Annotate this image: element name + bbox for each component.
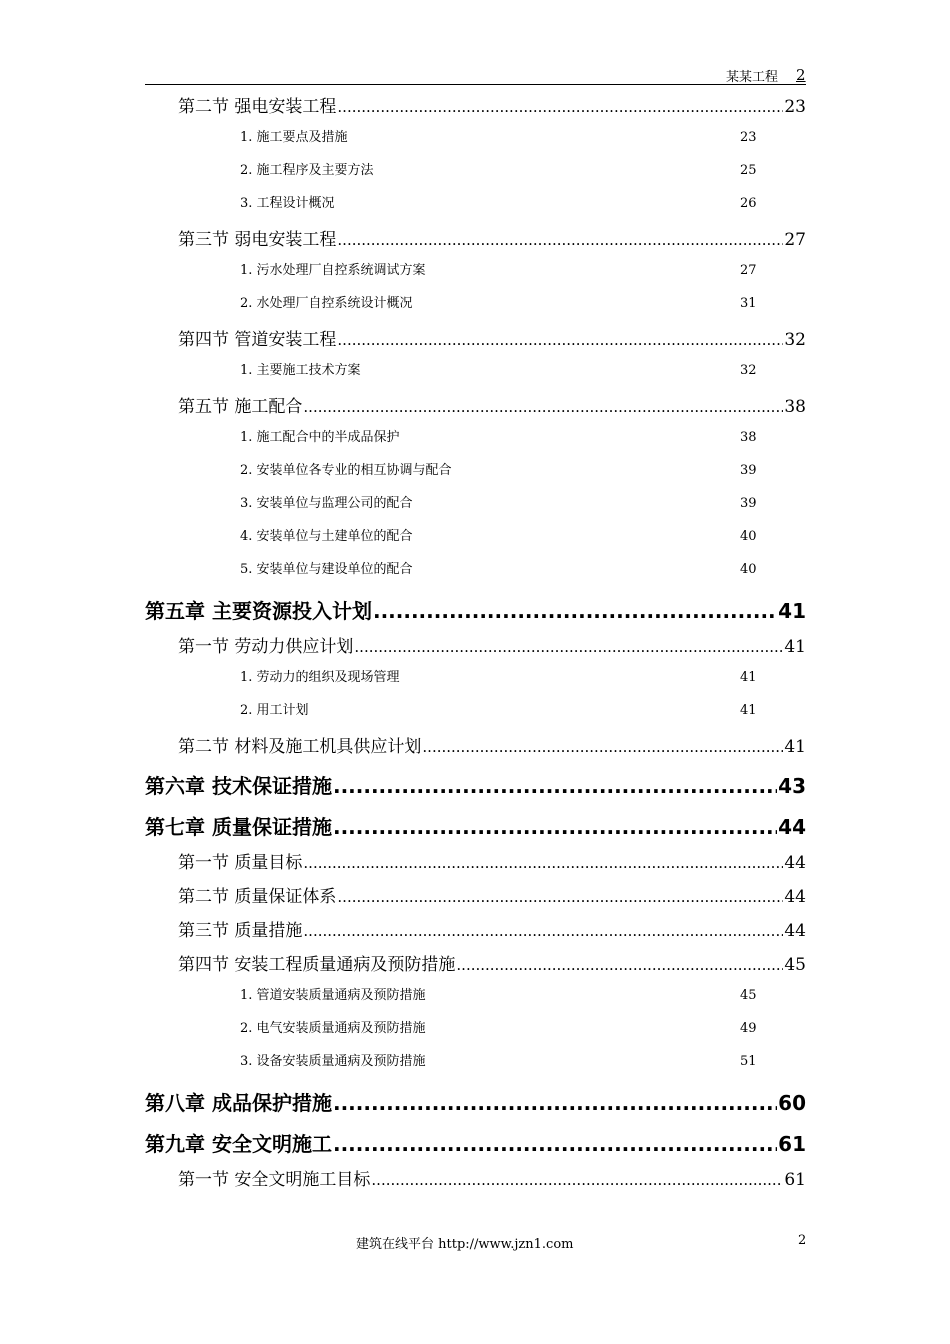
toc-entry-title: 第二节 质量保证体系: [178, 887, 337, 907]
toc-entry-title: 2. 安装单位各专业的相互协调与配合: [240, 463, 452, 478]
toc-dot-leader: [337, 98, 783, 116]
header-title: 某某工程: [725, 70, 778, 85]
toc-entry-title: 3. 设备安装质量通病及预防措施: [240, 1054, 426, 1069]
toc-entry-level3[interactable]: [240, 292, 760, 322]
toc-entry-title: 第八章 成品保护措施: [145, 1091, 332, 1115]
toc-entry-page: 43: [778, 774, 806, 798]
toc-entry-title: 1. 污水处理厂自控系统调试方案: [240, 263, 426, 278]
toc-entry-title: 1. 主要施工技术方案: [240, 363, 361, 378]
toc-entry-page: 27: [784, 230, 806, 250]
toc-entry-page: 44: [784, 921, 806, 941]
toc-entry-level1[interactable]: [145, 770, 806, 804]
toc-entry-level1[interactable]: [145, 1128, 806, 1162]
toc-entry-page: 61: [784, 1170, 806, 1190]
toc-entry-page: 32: [784, 330, 806, 350]
toc-entry-page: 38: [740, 430, 757, 445]
toc-dot-leader: [333, 1132, 777, 1156]
toc-dot-leader: [456, 956, 783, 974]
toc-entry-level2[interactable]: [178, 632, 806, 662]
toc-entry-title: 第二节 材料及施工机具供应计划: [178, 737, 422, 757]
toc-dot-leader: [337, 888, 783, 906]
toc-entry-page: 41: [784, 637, 806, 657]
toc-dot-leader: [337, 331, 783, 349]
toc-entry-level2[interactable]: [178, 1165, 806, 1195]
toc-entry-level2[interactable]: [178, 92, 806, 122]
toc-entry-page: 49: [740, 1021, 757, 1036]
toc-entry-title: 1. 管道安装质量通病及预防措施: [240, 988, 426, 1003]
toc-entry-level1[interactable]: [145, 1087, 806, 1121]
toc-entry-page: 25: [740, 163, 757, 178]
toc-entry-level2[interactable]: [178, 732, 806, 762]
toc-entry-level3[interactable]: [240, 459, 760, 489]
toc-entry-page: 40: [740, 562, 757, 577]
toc-entry-title: 第九章 安全文明施工: [145, 1132, 332, 1156]
toc-entry-title: 4. 安装单位与土建单位的配合: [240, 529, 413, 544]
toc-entry-page: 31: [740, 296, 757, 311]
toc-entry-page: 32: [740, 363, 757, 378]
toc-entry-page: 38: [784, 397, 806, 417]
toc-entry-title: 3. 工程设计概况: [240, 196, 335, 211]
toc-entry-level3[interactable]: [240, 984, 760, 1014]
toc-entry-level3[interactable]: [240, 126, 760, 156]
toc-entry-level2[interactable]: [178, 916, 806, 946]
toc-entry-page: 60: [778, 1091, 806, 1115]
toc-dot-leader: [373, 599, 777, 623]
toc-entry-title: 第七章 质量保证措施: [145, 815, 332, 839]
toc-entry-level3[interactable]: [240, 192, 760, 222]
toc-entry-level3[interactable]: [240, 1017, 760, 1047]
toc-entry-level3[interactable]: [240, 259, 760, 289]
toc-entry-title: 第五节 施工配合: [178, 397, 303, 417]
toc-entry-title: 第四节 安装工程质量通病及预防措施: [178, 955, 456, 975]
toc-dot-leader: [303, 398, 783, 416]
toc-entry-level3[interactable]: [240, 1050, 760, 1080]
toc-entry-page: 41: [740, 703, 757, 718]
toc-entry-title: 第三节 弱电安装工程: [178, 230, 337, 250]
toc-entry-page: 39: [740, 463, 757, 478]
toc-entry-level3[interactable]: [240, 426, 760, 456]
toc-entry-page: 41: [740, 670, 757, 685]
toc-entry-level2[interactable]: [178, 225, 806, 255]
header-rule: [145, 84, 806, 85]
toc-entry-title: 1. 施工配合中的半成品保护: [240, 430, 400, 445]
toc-entry-page: 23: [740, 130, 757, 145]
toc-entry-page: 39: [740, 496, 757, 511]
toc-entry-page: 23: [784, 97, 806, 117]
toc-dot-leader: [303, 922, 783, 940]
toc-entry-title: 第二节 强电安装工程: [178, 97, 337, 117]
toc-entry-title: 5. 安装单位与建设单位的配合: [240, 562, 413, 577]
footer-text: 建筑在线平台 http://www.jzn1.com: [356, 1237, 574, 1252]
toc-entry-title: 3. 安装单位与监理公司的配合: [240, 496, 413, 511]
toc-dot-leader: [422, 738, 783, 756]
toc-dot-leader: [333, 1091, 777, 1115]
toc-entry-title: 第一节 安全文明施工目标: [178, 1170, 371, 1190]
toc-entry-title: 2. 水处理厂自控系统设计概况: [240, 296, 413, 311]
toc-entry-title: 第四节 管道安装工程: [178, 330, 337, 350]
toc-entry-level3[interactable]: [240, 359, 760, 389]
toc-entry-title: 第一节 质量目标: [178, 853, 303, 873]
toc-entry-page: 51: [740, 1054, 757, 1069]
footer-page-number: 2: [798, 1233, 807, 1248]
toc-dot-leader: [303, 854, 783, 872]
toc-entry-level3[interactable]: [240, 492, 760, 522]
toc-entry-title: 1. 施工要点及措施: [240, 130, 348, 145]
toc-dot-leader: [333, 774, 777, 798]
toc-entry-title: 第三节 质量措施: [178, 921, 303, 941]
toc-entry-page: 27: [740, 263, 757, 278]
toc-entry-level1[interactable]: [145, 595, 806, 629]
toc-entry-page: 41: [778, 599, 806, 623]
toc-entry-page: 26: [740, 196, 757, 211]
toc-dot-leader: [333, 815, 777, 839]
toc-entry-title: 1. 劳动力的组织及现场管理: [240, 670, 400, 685]
toc-entry-page: 45: [784, 955, 806, 975]
toc-entry-level1[interactable]: [145, 811, 806, 845]
toc-entry-page: 40: [740, 529, 757, 544]
toc-entry-title: 2. 用工计划: [240, 703, 309, 718]
toc-entry-level3[interactable]: [240, 699, 760, 729]
toc-entry-title: 第五章 主要资源投入计划: [145, 599, 372, 623]
toc-entry-title: 第一节 劳动力供应计划: [178, 637, 354, 657]
toc-entry-page: 61: [778, 1132, 806, 1156]
toc-entry-level2[interactable]: [178, 882, 806, 912]
toc-entry-page: 44: [784, 853, 806, 873]
toc-entry-level3[interactable]: [240, 525, 760, 555]
toc-entry-page: 44: [784, 887, 806, 907]
toc-dot-leader: [337, 231, 783, 249]
toc-entry-page: 44: [778, 815, 806, 839]
header-page-number: 2: [796, 66, 806, 84]
toc-entry-level2[interactable]: [178, 950, 806, 980]
toc-entry-page: 45: [740, 988, 757, 1003]
toc-entry-level3[interactable]: [240, 666, 760, 696]
toc-entry-title: 2. 施工程序及主要方法: [240, 163, 374, 178]
toc-entry-page: 41: [784, 737, 806, 757]
toc-entry-title: 第六章 技术保证措施: [145, 774, 332, 798]
toc-entry-level2[interactable]: [178, 848, 806, 878]
toc-entry-title: 2. 电气安装质量通病及预防措施: [240, 1021, 426, 1036]
toc-entry-level2[interactable]: [178, 392, 806, 422]
toc-dot-leader: [371, 1171, 783, 1189]
toc-entry-level3[interactable]: [240, 558, 760, 588]
toc-dot-leader: [354, 638, 783, 656]
toc-entry-level3[interactable]: [240, 159, 760, 189]
toc-entry-level2[interactable]: [178, 325, 806, 355]
